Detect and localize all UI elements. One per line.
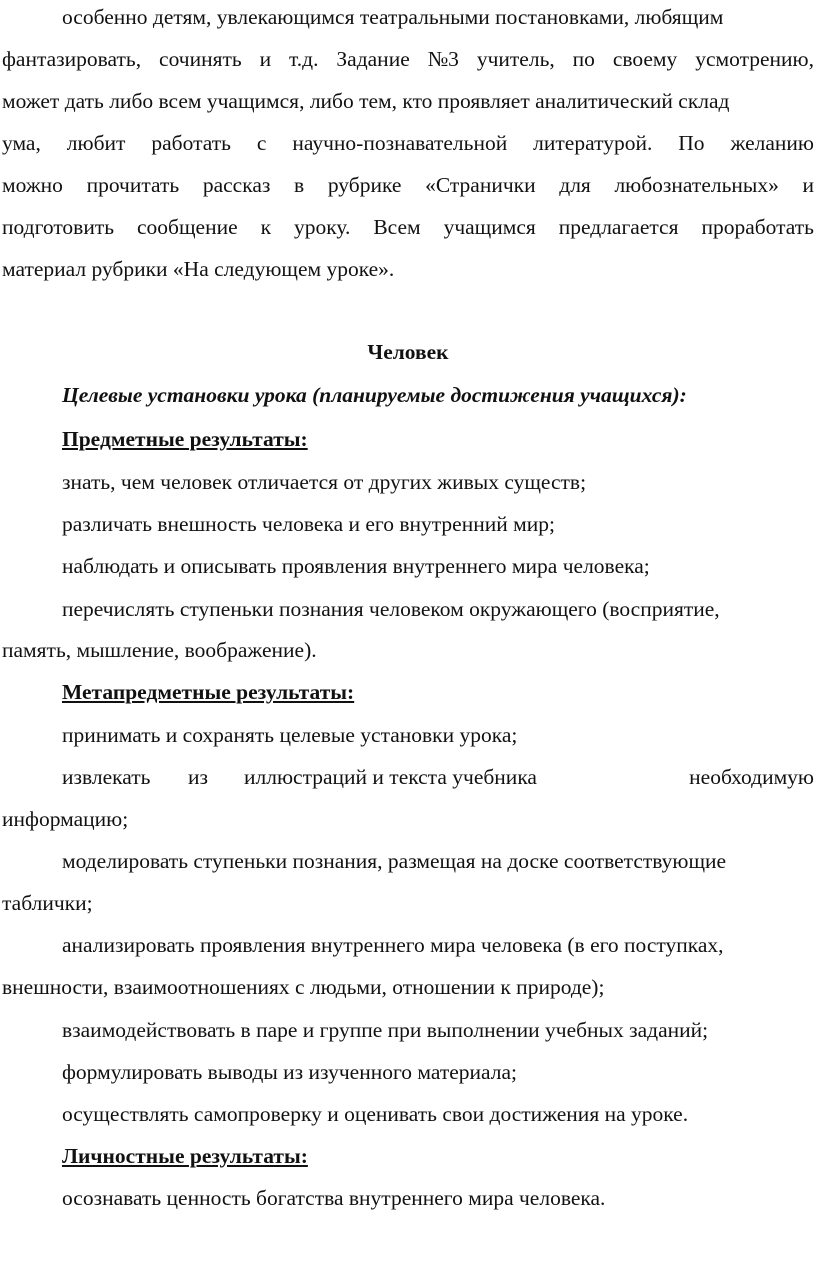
intro-word: к bbox=[260, 215, 272, 239]
list-item-continuation: таблички; bbox=[2, 891, 93, 915]
intro-word: уроку. bbox=[294, 215, 351, 239]
intro-line-6 bbox=[2, 212, 814, 242]
intro-word: №3 bbox=[427, 47, 459, 71]
intro-line-4 bbox=[2, 128, 814, 158]
list-item: перечислять ступеньки познания человеком окружающего (восприятие, bbox=[62, 597, 720, 621]
list-item bbox=[62, 762, 814, 792]
list-item: формулировать выводы из изученного материала; bbox=[62, 1060, 517, 1084]
meta-results-heading-text: Метапредметные результаты: bbox=[62, 680, 355, 704]
list-item-word: из bbox=[188, 765, 208, 789]
section-title: Человек bbox=[367, 340, 449, 364]
list-item-continuation: внешности, взаимоотношениях с людьми, отношении к природе); bbox=[2, 975, 605, 999]
list-item: осознавать ценность богатства внутреннего мира человека. bbox=[62, 1186, 606, 1210]
intro-word: предлагается bbox=[558, 215, 679, 239]
list-item-continuation: информацию; bbox=[2, 807, 129, 831]
intro-word: литературой. bbox=[533, 131, 653, 155]
intro-line-1: особенно детям, увлекающимся театральными постановками, любящим bbox=[62, 5, 724, 29]
intro-word: рубрике bbox=[327, 173, 402, 197]
subject-results-heading bbox=[62, 424, 814, 454]
list-item: знать, чем человек отличается от других живых существ; bbox=[62, 470, 587, 494]
list-item-word: извлекать bbox=[62, 765, 151, 789]
list-item: взаимодействовать в паре и группе при выполнении учебных заданий; bbox=[62, 1018, 709, 1042]
intro-word: и bbox=[259, 47, 272, 71]
list-item: моделировать ступеньки познания, размещая на доске соответствующие bbox=[62, 849, 727, 873]
intro-word: своему bbox=[612, 47, 678, 71]
list-item-word: необходимую bbox=[689, 765, 814, 789]
intro-word: прочитать bbox=[86, 173, 180, 197]
personal-results-heading bbox=[62, 1141, 814, 1171]
intro-word: любознательных» bbox=[614, 173, 779, 197]
intro-line-2 bbox=[2, 44, 814, 74]
list-item: наблюдать и описывать проявления внутреннего мира человека; bbox=[62, 554, 650, 578]
intro-word: рассказ bbox=[202, 173, 271, 197]
intro-word: с bbox=[256, 131, 267, 155]
intro-word: сообщение bbox=[137, 215, 238, 239]
list-item: принимать и сохранять целевые установки урока; bbox=[62, 723, 518, 747]
intro-word: и bbox=[802, 173, 814, 197]
intro-word: для bbox=[559, 173, 591, 197]
intro-word: проработать bbox=[701, 215, 814, 239]
list-item-word: иллюстраций и текста учебника bbox=[244, 765, 537, 789]
intro-word: По bbox=[678, 131, 705, 155]
intro-line-5 bbox=[2, 170, 814, 200]
intro-word: в bbox=[294, 173, 305, 197]
intro-word: научно-познавательной bbox=[292, 131, 508, 155]
goals-heading: Целевые установки урока (планируемые достижения учащихся): bbox=[62, 383, 687, 407]
intro-word: можно bbox=[2, 173, 63, 197]
list-item-continuation: память, мышление, воображение). bbox=[2, 638, 317, 662]
personal-results-heading-text: Личностные результаты: bbox=[62, 1144, 308, 1168]
intro-word: желанию bbox=[730, 131, 814, 155]
intro-word: работать bbox=[151, 131, 231, 155]
intro-word: «Странички bbox=[425, 173, 536, 197]
intro-word: ума, bbox=[2, 131, 41, 155]
intro-word: учащимся bbox=[443, 215, 536, 239]
list-item: различать внешность человека и его внутренний мир; bbox=[62, 512, 555, 536]
intro-word: сочинять bbox=[159, 47, 242, 71]
list-item: анализировать проявления внутреннего мира человека (в его поступках, bbox=[62, 933, 724, 957]
intro-word: подготовить bbox=[2, 215, 115, 239]
intro-word: по bbox=[572, 47, 595, 71]
intro-word: Задание bbox=[336, 47, 410, 71]
intro-line-7: материал рубрики «На следующем уроке». bbox=[2, 257, 395, 281]
subject-results-heading-text: Предметные результаты: bbox=[62, 427, 308, 451]
list-item: осуществлять самопроверку и оценивать свои достижения на уроке. bbox=[62, 1102, 689, 1126]
intro-word: Всем bbox=[373, 215, 421, 239]
intro-word: усмотрению, bbox=[695, 47, 814, 71]
intro-word: т.д. bbox=[289, 47, 319, 71]
intro-word: фантазировать, bbox=[2, 47, 142, 71]
intro-line-3: может дать либо всем учащимся, либо тем, кто проявляет аналитический склад bbox=[2, 89, 730, 113]
intro-word: любит bbox=[66, 131, 126, 155]
intro-word: учитель, bbox=[476, 47, 555, 71]
meta-results-heading bbox=[62, 677, 814, 707]
